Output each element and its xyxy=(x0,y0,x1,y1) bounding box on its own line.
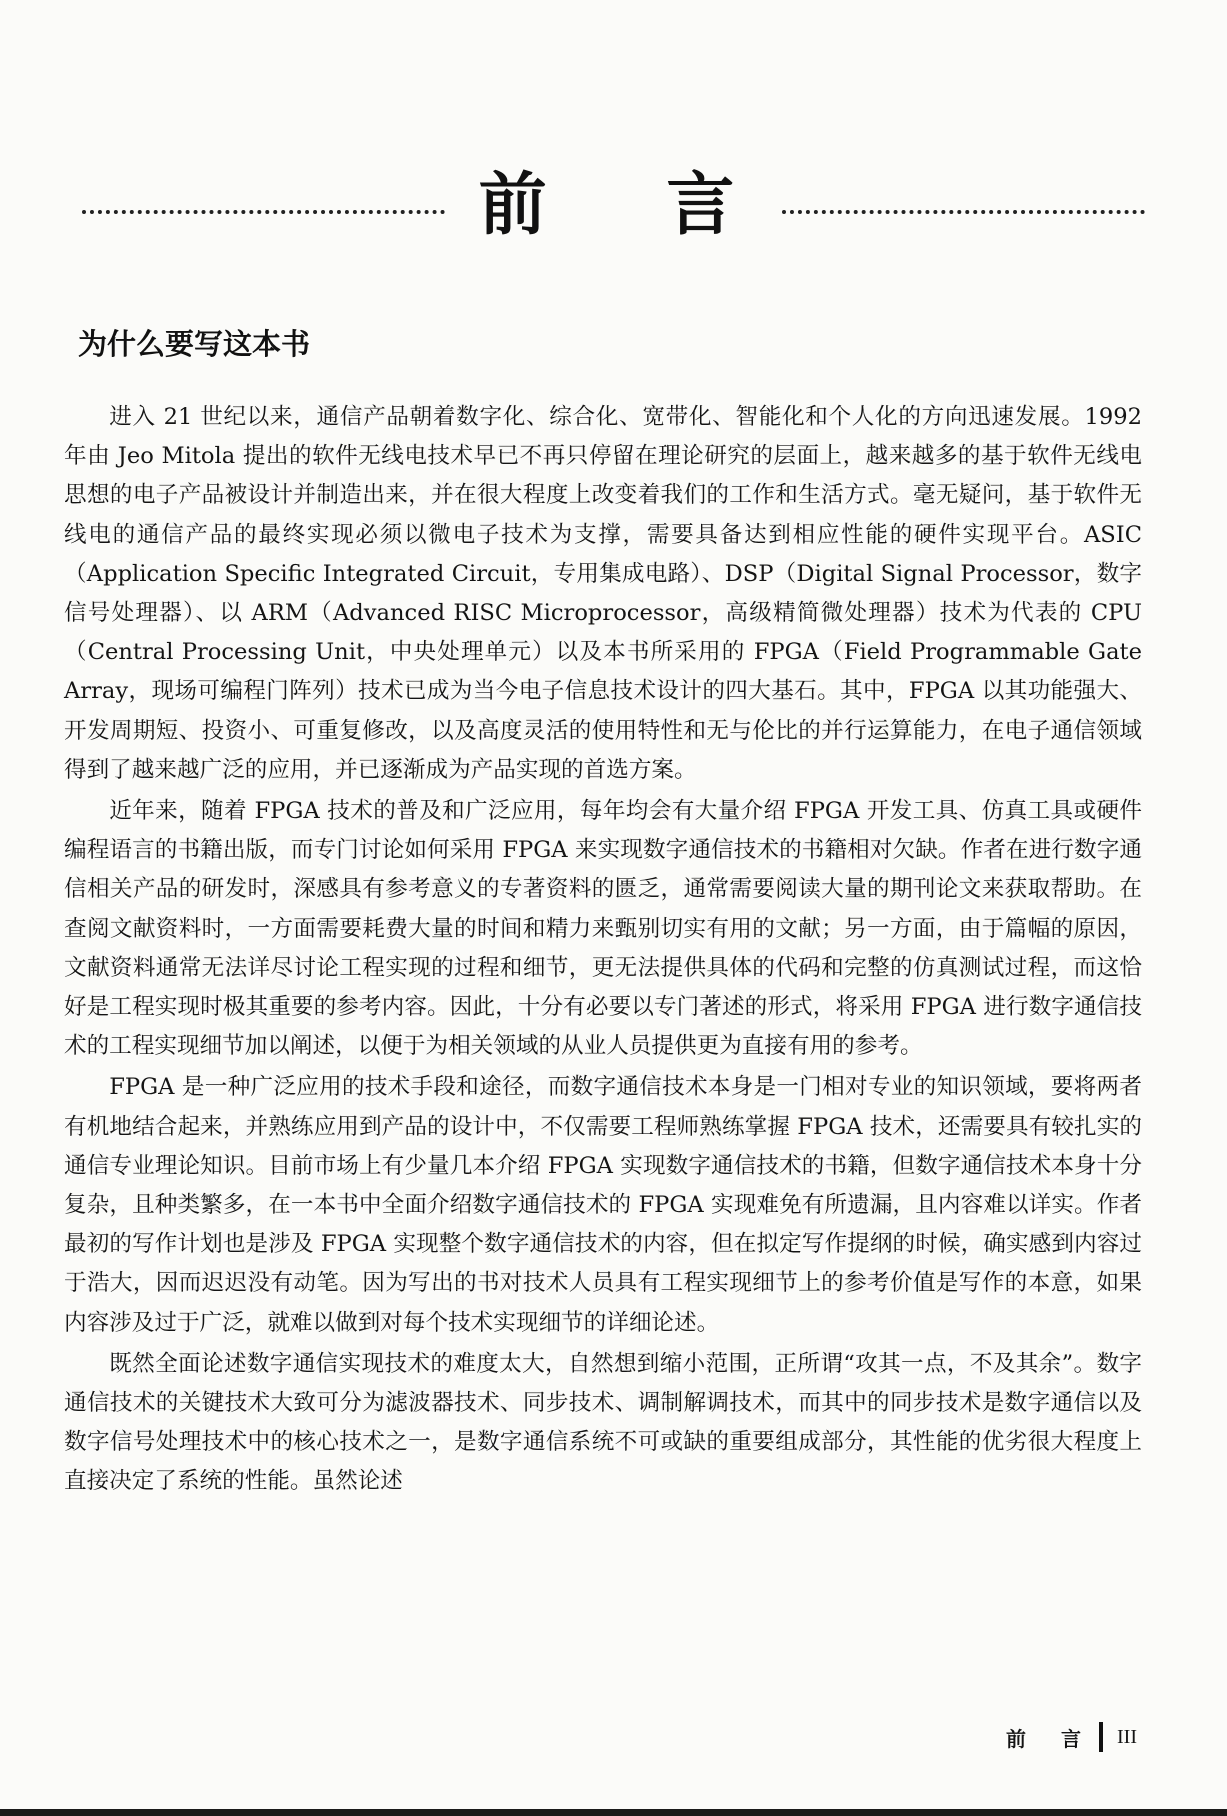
paragraph: 进入 21 世纪以来，通信产品朝着数字化、综合化、宽带化、智能化和个人化的方向迅速发展。1992 年由 Jeo Mitola 提出的软件无线电技术早已不再只停留在理论研究的层面上，越来越多的基于软件无线电思想的电子产品被设计并制造出来，并在很大程度上改变着我们的工作和生活方式。毫无疑问，基于软件无线电的通信产品的最终实现必须以微电子技术为支撑，需要具备达到相应性能的硬件实现平台。ASIC（Application Specific Integrated Circuit，专用集成电路）、DSP（Digital Signal Processor，数字信号处理器）、以 ARM（Advanced RISC Microprocessor，高级精简微处理器）技术为代表的 CPU（Central Processing Unit，中央处理单元）以及本书所采用的 FPGA（Field Programmable Gate Array，现场可编程门阵列）技术已成为当今电子信息技术设计的四大基石。其中，FPGA 以其功能强大、开发周期短、投资小、可重复修改，以及高度灵活的使用特性和无与伦比的并行运算能力，在电子通信领域得到了越来越广泛的应用，并已逐渐成为产品实现的首选方案。 xyxy=(64,404,1142,783)
section-heading: 为什么要写这本书 xyxy=(78,327,311,361)
dotted-leader-right xyxy=(782,210,1145,214)
body-text xyxy=(64,398,1142,1502)
paragraph: FPGA 是一种广泛应用的技术手段和途径，而数字通信技术本身是一门相对专业的知识领域，要将两者有机地结合起来，并熟练应用到产品的设计中，不仅需要工程师熟练掌握 FPGA 技术，还需要具有较扎实的通信专业理论知识。目前市场上有少量几本介绍 FPGA 实现数字通信技术的书籍，但数字通信技术本身十分复杂，且种类繁多，在一本书中全面介绍数字通信技术的 FPGA 实现难免有所遗漏，且内容难以详实。作者最初的写作计划也是涉及 FPGA 实现整个数字通信技术的内容，但在拟定写作提纲的时候，确实感到内容过于浩大，因而迟迟没有动笔。因为写出的书对技术人员具有工程实现细节上的参考价值是写作的本意，如果内容涉及过于广泛，就难以做到对每个技术实现细节的详细论述。 xyxy=(64,1074,1142,1336)
chapter-title-row xyxy=(82,160,1145,250)
paragraph: 既然全面论述数字通信实现技术的难度太大，自然想到缩小范围，正所谓“攻其一点，不及其余”。数字通信技术的关键技术大致可分为滤波器技术、同步技术、调制解调技术，而其中的同步技术是数字通信以及数字信号处理技术中的核心技术之一，是数字通信系统不可或缺的重要组成部分，其性能的优劣很大程度上直接决定了系统的性能。虽然论述 xyxy=(64,1350,1142,1495)
footer-title: 前 言 xyxy=(1006,1726,1096,1751)
page-number: III xyxy=(1117,1725,1137,1748)
dotted-leader-left xyxy=(82,210,445,214)
page-footer xyxy=(1006,1722,1137,1752)
footer-divider xyxy=(1099,1722,1103,1752)
chapter-title: 前 言 xyxy=(478,165,783,245)
paragraph: 近年来，随着 FPGA 技术的普及和广泛应用，每年均会有大量介绍 FPGA 开发工具、仿真工具或硬件编程语言的书籍出版，而专门讨论如何采用 FPGA 来实现数字通信技术的书籍相对欠缺。作者在进行数字通信相关产品的研发时，深感具有参考意义的专著资料的匮乏，通常需要阅读大量的期刊论文来获取帮助。在查阅文献资料时，一方面需要耗费大量的时间和精力来甄别切实有用的文献；另一方面，由于篇幅的原因，文献资料通常无法详尽讨论工程实现的过程和细节，更无法提供具体的代码和完整的仿真测试过程，而这恰好是工程实现时极其重要的参考内容。因此，十分有必要以专门著述的形式，将采用 FPGA 进行数字通信技术的工程实现细节加以阐述，以便于为相关领域的从业人员提供更为直接有用的参考。 xyxy=(64,798,1142,1060)
scan-edge xyxy=(0,1809,1227,1816)
